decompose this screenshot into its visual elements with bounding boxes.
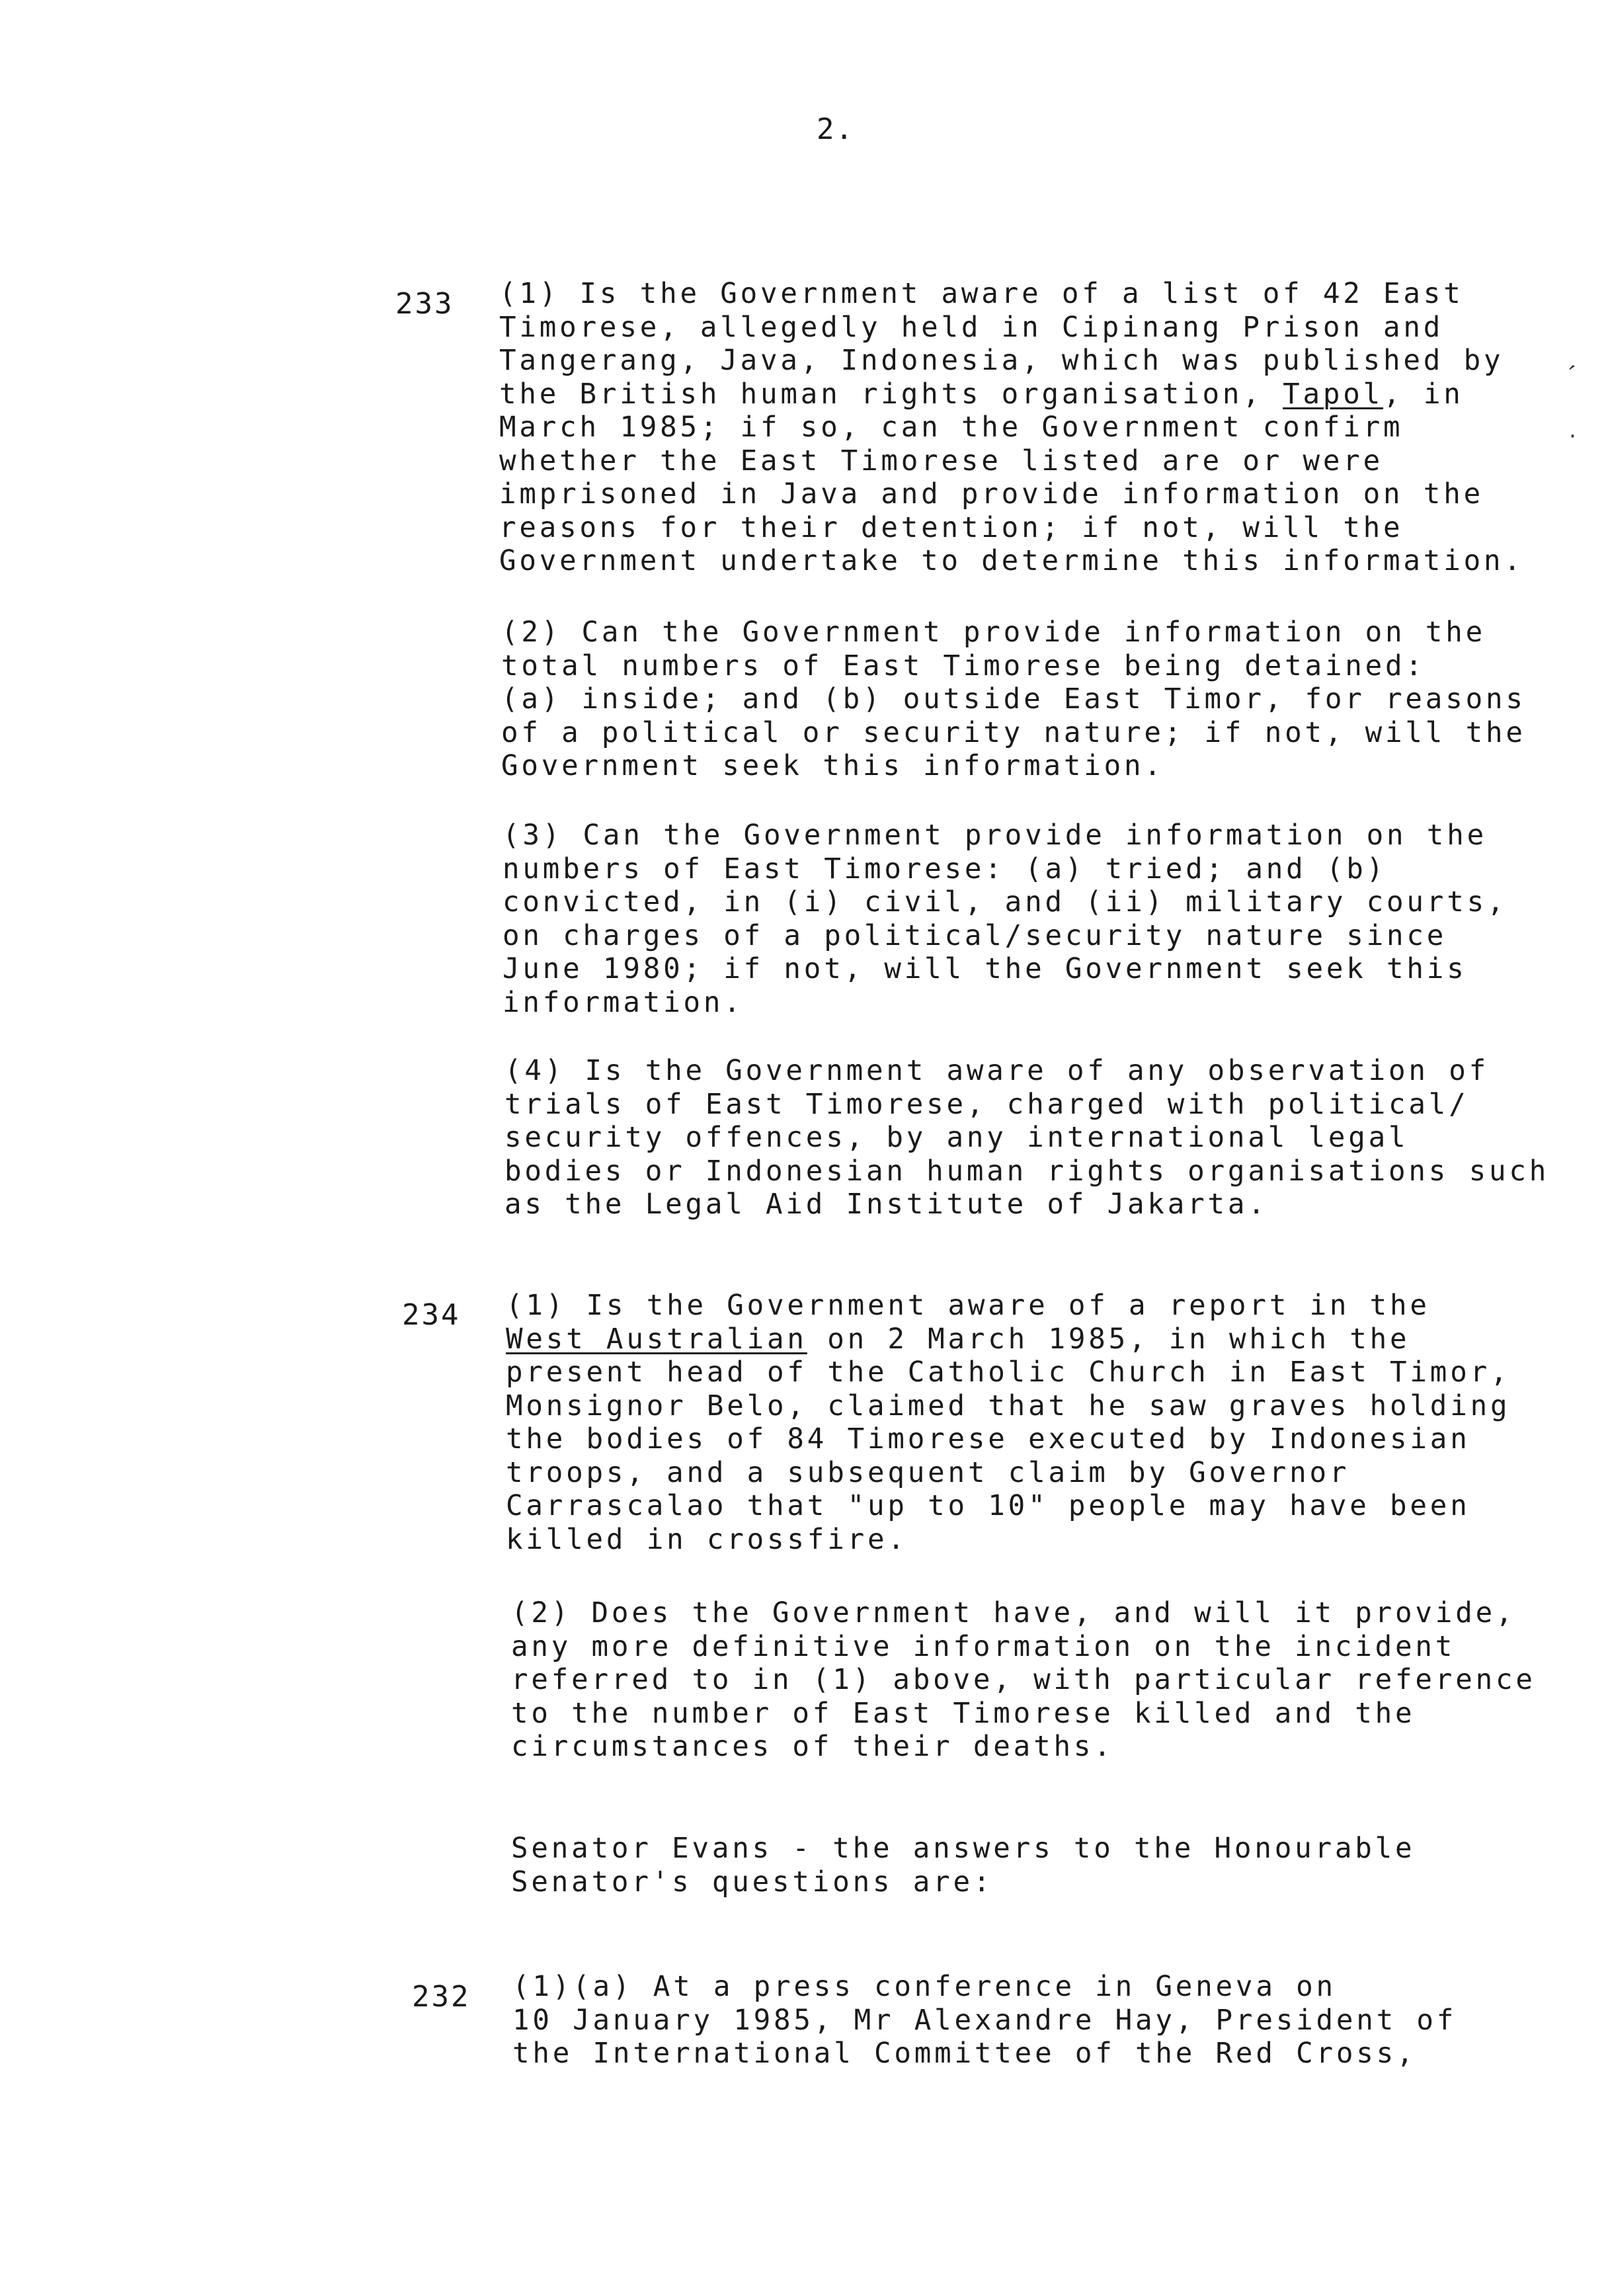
q234-p1-line-6: troops, and a subsequent claim by Governor [506,1456,1350,1489]
answer-232 [512,1971,1457,2071]
q233-p2-line-4: of a political or security nature; if not, will the [501,716,1526,749]
q233-p4-line-4: bodies or Indonesian human rights organisations such [504,1155,1550,1188]
q233-p3-line-6: information. [502,986,744,1019]
q234-p2-line-5: circumstances of their deaths. [511,1731,1114,1763]
q234-p1-line-1: (1) Is the Government aware of a report in the [506,1290,1430,1322]
margin-mark: ′ [1563,360,1577,391]
q234-p2-line-2: any more definitive information on the incident [511,1630,1456,1663]
q233-p3-line-1: (3) Can the Government provide information on the [502,819,1487,852]
q234-p1-line-4: Monsignor Belo, claimed that he saw graves holding [506,1389,1511,1422]
q234-p2-line-3: referred to in (1) above, with particular reference [511,1664,1536,1696]
tapol-title: Tapol [1283,378,1384,411]
q234-p1-line-2-tail: on 2 March 1985, in which the [807,1323,1410,1356]
answer-number-232: 232 [412,1980,471,2014]
q234-p1-line-2 [506,1323,1510,1357]
q233-p4-line-5: as the Legal Aid Institute of Jakarta. [504,1188,1268,1221]
q233-p3-line-5: June 1980; if not, will the Government seek this [502,953,1467,985]
q233-p4-line-2: trials of East Timorese, charged with political/ [504,1088,1469,1121]
q233-p1-line-5: March 1985; if so, can the Government confirm [499,411,1404,444]
q233-p2-line-3: (a) inside; and (b) outside East Timor, for reasons [501,683,1526,716]
q233-p1-line-7: imprisoned in Java and provide information on the [499,478,1484,511]
q233-p1-line-4 [499,378,1524,412]
q233-p3-line-4: on charges of a political/security nature since [502,919,1447,952]
q233-p1-line-6: whether the East Timorese listed are or were [499,444,1384,477]
q233-p1-line-9: Government undertake to determine this information. [499,545,1524,577]
q233-p2-line-1: (2) Can the Government provide information on the [501,616,1486,649]
answer-intro-line-1: Senator Evans - the answers to the Honourable [511,1832,1416,1865]
q233-p2-line-2: total numbers of East Timorese being detained: [501,649,1426,682]
q234-p1-line-5: the bodies of 84 Timorese executed by Indonesian [506,1423,1470,1456]
q233-p4-line-3: security offences, by any international legal [504,1122,1409,1154]
page-number: 2. [817,112,854,146]
q233-p1-line-4-tail: , in [1383,378,1464,411]
answer-intro-line-2: Senator's questions are: [511,1866,994,1899]
question-number-233: 233 [395,287,454,321]
q233-p3-line-2: numbers of East Timorese: (a) tried; and (b) [502,852,1387,885]
west-australian-title: West Australian [506,1323,807,1356]
q233-p4-line-1: (4) Is the Government aware of any observation of [504,1055,1489,1087]
q234-p2-line-4: to the number of East Timorese killed and the [511,1697,1416,1730]
q233-p1-line-4-text: the British human rights organisation, [499,378,1283,411]
q233-part-2 [501,616,1526,784]
q234-part-1 [506,1290,1510,1557]
margin-mark: · [1569,423,1576,450]
q233-part-3 [502,819,1507,1020]
q233-p1-line-1: (1) Is the Government aware of a list of 42 East [499,278,1464,310]
answer-232-line-1: (1)(a) At a press conference in Geneva on [512,1971,1336,2003]
q233-p1-line-2: Timorese, allegedly held in Cipinang Prison and [499,311,1444,344]
q234-p1-line-3: present head of the Catholic Church in East Timor, [506,1356,1511,1389]
q233-part-1 [499,278,1524,579]
q234-p1-line-7: Carrascalao that "up to 10" people may have been [506,1490,1470,1522]
q234-part-2 [511,1597,1536,1764]
answer-intro [511,1832,1415,1899]
q233-p1-line-8: reasons for their detention; if not, will the [499,511,1404,544]
question-number-234: 234 [402,1298,461,1332]
q234-p2-line-1: (2) Does the Government have, and will it provide, [511,1597,1516,1629]
answer-232-line-2: 10 January 1985, Mr Alexandre Hay, President of [512,2004,1457,2037]
q233-p1-line-3: Tangerang, Java, Indonesia, which was published by [499,345,1504,377]
q233-p2-line-5: Government seek this information. [501,750,1164,782]
answer-232-line-3: the International Committee of the Red Cross, [512,2037,1417,2070]
q233-part-4 [504,1055,1549,1222]
q233-p3-line-3: convicted, in (i) civil, and (ii) military courts, [502,886,1508,919]
q234-p1-line-8: killed in crossfire. [506,1523,908,1556]
